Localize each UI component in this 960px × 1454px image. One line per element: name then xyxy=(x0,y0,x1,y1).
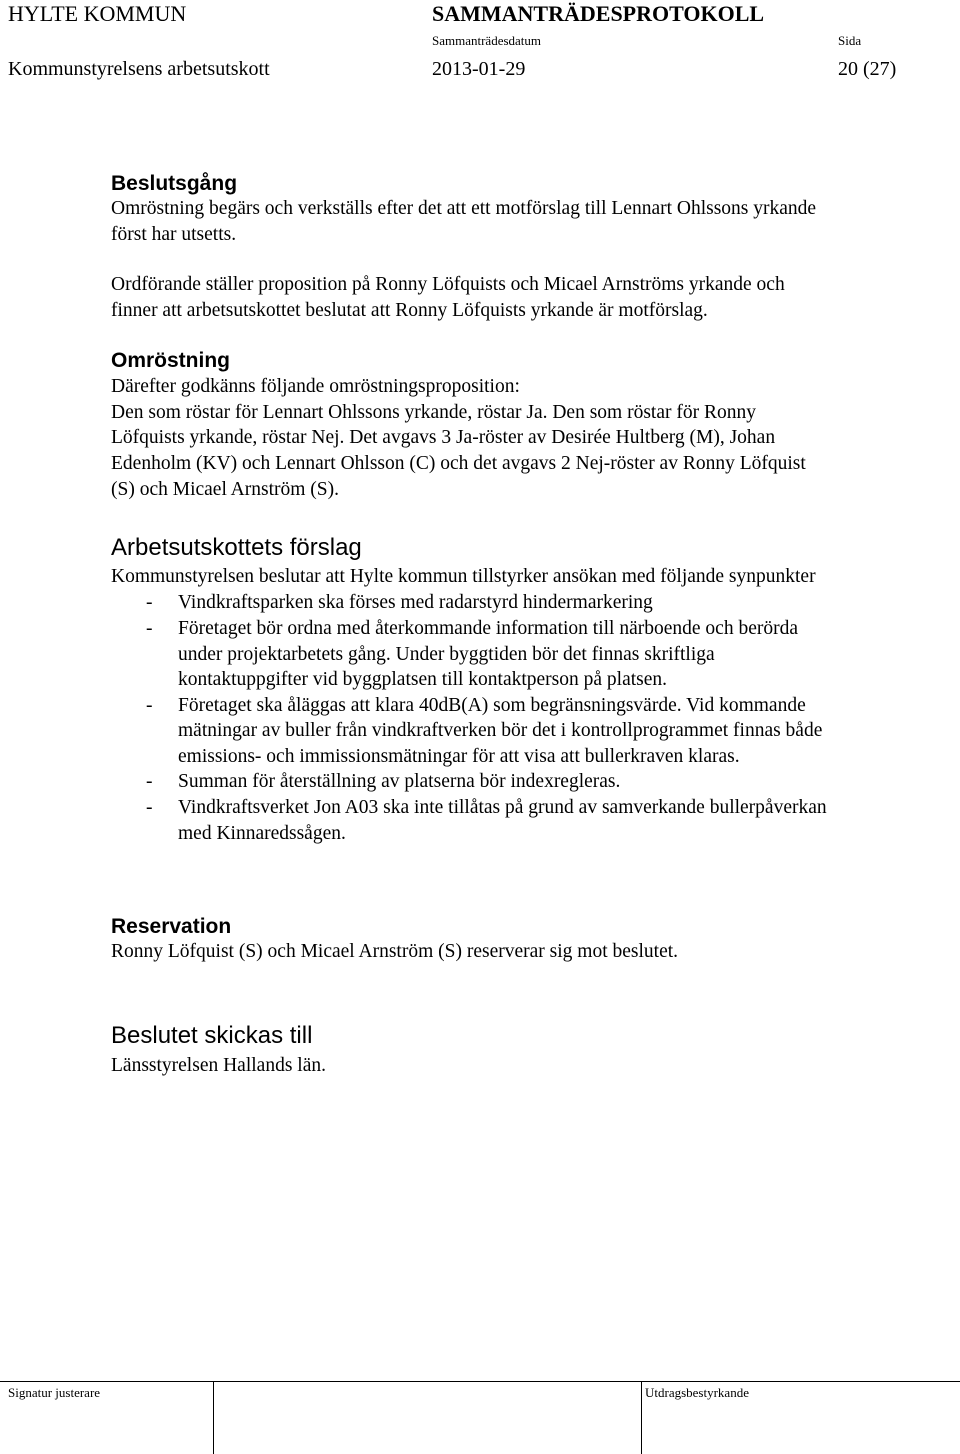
document-title: SAMMANTRÄDESPROTOKOLL xyxy=(432,1,765,26)
footer-column-divider xyxy=(213,1381,214,1454)
footer-column-divider xyxy=(641,1381,642,1454)
committee-name: Kommunstyrelsens arbetsutskott xyxy=(8,58,270,80)
bullet-dash: - xyxy=(146,797,153,818)
page-label: Sida xyxy=(838,33,862,48)
organization-name: HYLTE KOMMUN xyxy=(8,1,187,26)
omrostning-line: Den som röstar för Lennart Ohlssons yrkande, röstar Ja. Den som röstar för Ronny xyxy=(111,402,756,423)
forslag-item-line: under projektarbetets gång. Under byggtiden bör det finnas skriftliga xyxy=(178,644,715,665)
bullet-dash: - xyxy=(146,695,153,716)
forslag-item-line: Summan för återställning av platserna bör indexregleras. xyxy=(178,771,621,792)
forslag-item-line: Vindkraftsverket Jon A03 ska inte tillåtas på grund av samverkande bullerpåverkan xyxy=(178,797,827,818)
skickas-text: Länsstyrelsen Hallands län. xyxy=(111,1055,326,1076)
omrostning-line: Edenholm (KV) och Lennart Ohlsson (C) och det avgavs 2 Nej-röster av Ronny Löfquist xyxy=(111,453,806,474)
heading-skickas: Beslutet skickas till xyxy=(111,1022,313,1049)
beslutsgang-p1-line: först har utsetts. xyxy=(111,224,237,245)
page-number: 20 (27) xyxy=(838,58,897,80)
forslag-item-line: Företaget bör ordna med återkommande information till närboende och berörda xyxy=(178,618,798,639)
heading-omrostning: Omröstning xyxy=(111,349,230,372)
beslutsgang-p2-line: Ordförande ställer proposition på Ronny Löfquists och Micael Arnströms yrkande och xyxy=(111,274,785,295)
forslag-item-line: kontaktuppgifter vid byggplatsen till kontaktperson på platsen. xyxy=(178,669,668,690)
beslutsgang-p1-line: Omröstning begärs och verkställs efter det att ett motförslag till Lennart Ohlssons yrkande xyxy=(111,198,817,219)
forslag-item-line: Företaget ska åläggas att klara 40dB(A) som begränsningsvärde. Vid kommande xyxy=(178,695,806,716)
forslag-intro: Kommunstyrelsen beslutar att Hylte kommun tillstyrker ansökan med följande synpunkter xyxy=(111,566,816,587)
bullet-dash: - xyxy=(146,771,153,792)
heading-forslag: Arbetsutskottets förslag xyxy=(111,534,362,561)
meeting-date: 2013-01-29 xyxy=(432,58,526,80)
omrostning-line: (S) och Micael Arnström (S). xyxy=(111,479,340,500)
forslag-item-line: Vindkraftsparken ska förses med radarstyrd hindermarkering xyxy=(178,592,653,613)
forslag-item-line: mätningar av buller från vindkraftverken bör det i kontrollprogrammet finnas både xyxy=(178,720,823,741)
bullet-dash: - xyxy=(146,592,153,613)
omrostning-line: Därefter godkänns följande omröstningsproposition: xyxy=(111,376,520,397)
heading-beslutsgang: Beslutsgång xyxy=(111,172,238,195)
footer-divider xyxy=(0,1381,960,1382)
omrostning-line: Löfquists yrkande, röstar Nej. Det avgavs 3 Ja-röster av Desirée Hultberg (M), Johan xyxy=(111,427,776,448)
meeting-date-label: Sammanträdesdatum xyxy=(432,33,542,48)
forslag-item-line: med Kinnaredssågen. xyxy=(178,823,346,844)
signature-label: Signatur justerare xyxy=(8,1385,101,1400)
heading-reservation: Reservation xyxy=(111,915,232,938)
reservation-text: Ronny Löfquist (S) och Micael Arnström (S) reserverar sig mot beslutet. xyxy=(111,941,679,962)
extract-certification-label: Utdragsbestyrkande xyxy=(645,1385,749,1400)
bullet-dash: - xyxy=(146,618,153,639)
forslag-item-line: emissions- och immissionsmätningar för att visa att bullerkraven klaras. xyxy=(178,746,740,767)
beslutsgang-p2-line: finner att arbetsutskottet beslutat att Ronny Löfquists yrkande är motförslag. xyxy=(111,300,708,321)
